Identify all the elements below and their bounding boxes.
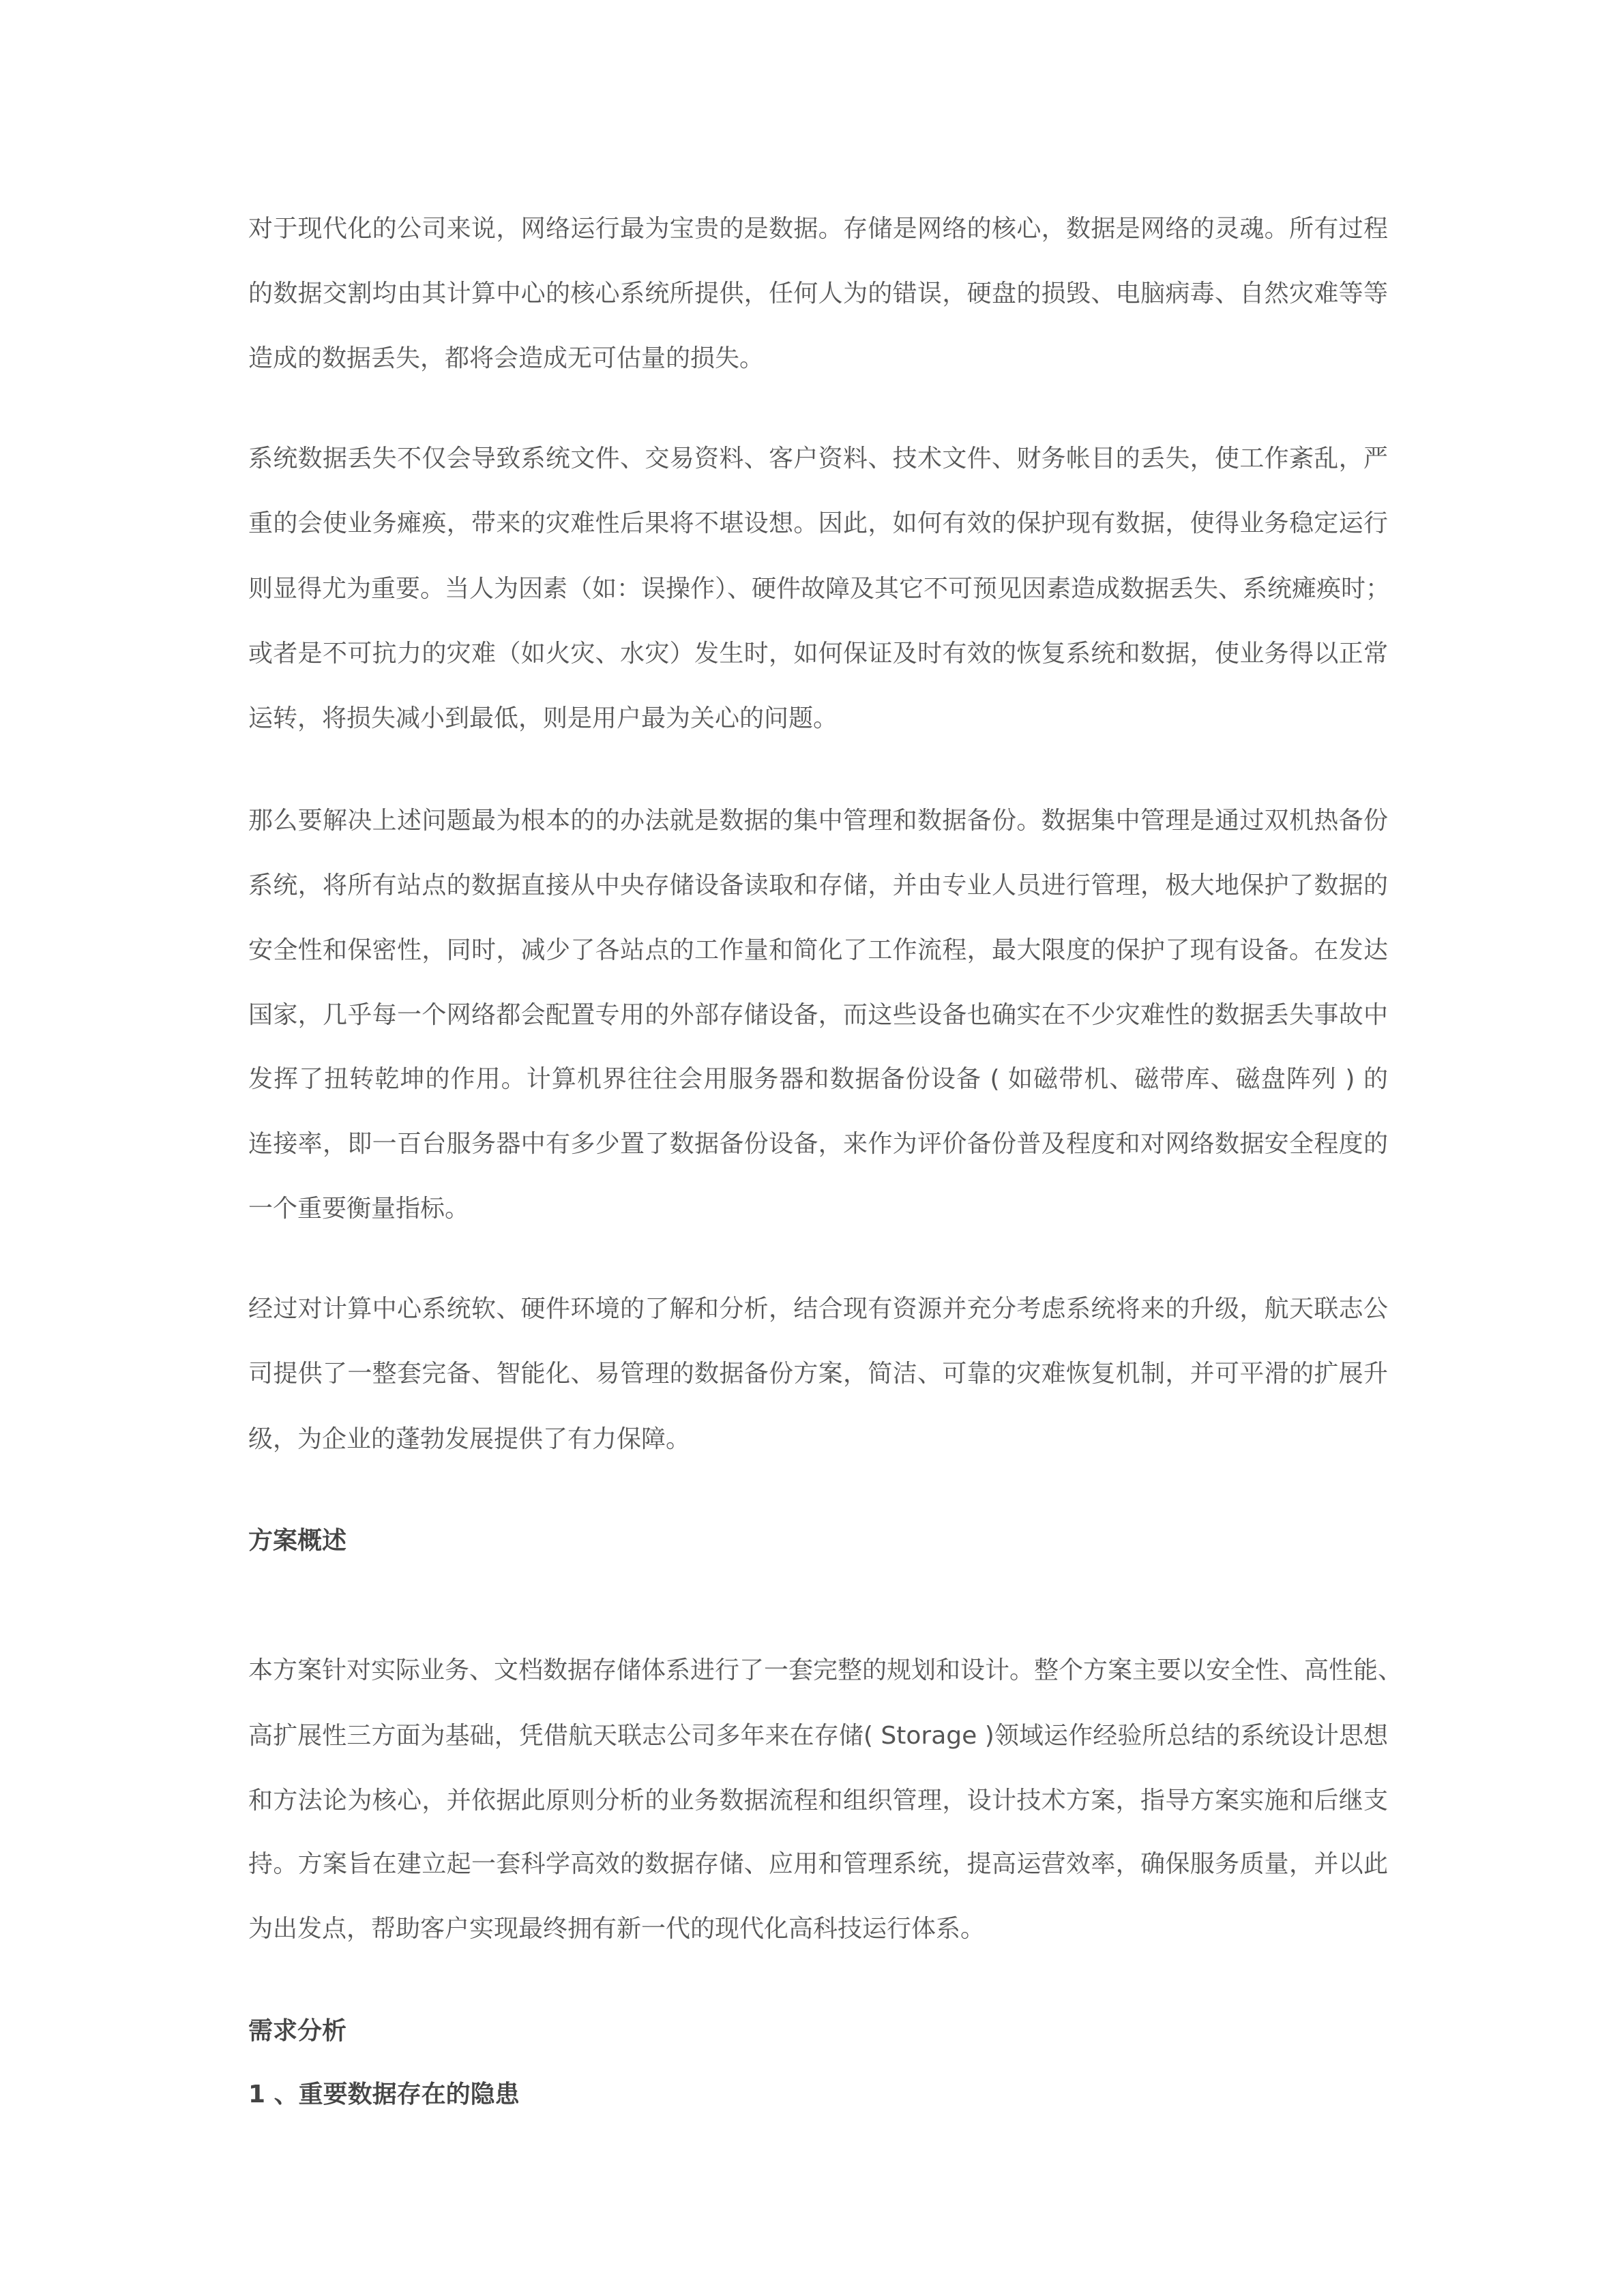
section-heading: 方案概述 xyxy=(248,1527,347,1555)
paragraph-2-line: 则显得尤为重要。当人为因素（如：误操作）、硬件故障及其它不可预见因素造成数据丢失、系统瘫痪时； xyxy=(248,575,1391,603)
paragraph-2-line: 系统数据丢失不仅会导致系统文件、交易资料、客户资料、技术文件、财务帐目的丢失，使工作紊乱，严 xyxy=(248,445,1388,473)
paragraph-5-line: 高扩展性三方面为基础，凭借航天联志公司多年来在存储( Storage )领域运作经验所总结的系统设计思想 xyxy=(248,1722,1388,1750)
paragraph-3-line: 国家，几乎每一个网络都会配置专用的外部存储设备，而这些设备也确实在不少灾难性的数据丢失事故中 xyxy=(248,1001,1388,1029)
paragraph-3-line: 连接率，即一百台服务器中有多少置了数据备份设备，来作为评价备份普及程度和对网络数据安全程度的 xyxy=(248,1130,1388,1158)
paragraph-2-line: 运转，将损失减小到最低，则是用户最为关心的问题。 xyxy=(248,704,838,732)
paragraph-1-line: 造成的数据丢失，都将会造成无可估量的损失。 xyxy=(248,344,765,372)
section-heading: 需求分析 xyxy=(248,2017,347,2045)
paragraph-4-line: 级，为企业的蓬勃发展提供了有力保障。 xyxy=(248,1425,691,1453)
paragraph-5-line: 为出发点，帮助客户实现最终拥有新一代的现代化高科技运行体系。 xyxy=(248,1915,986,1943)
paragraph-2-line: 重的会使业务瘫痪，带来的灾难性后果将不堪设想。因此，如何有效的保护现有数据，使得业务稳定运行 xyxy=(248,509,1388,537)
paragraph-3-line: 安全性和保密性，同时，减少了各站点的工作量和简化了工作流程，最大限度的保护了现有设备。在发达 xyxy=(248,936,1388,964)
paragraph-5-line: 持。方案旨在建立起一套科学高效的数据存储、应用和管理系统，提高运营效率，确保服务质量，并以此 xyxy=(248,1850,1388,1878)
paragraph-5-line: 本方案针对实际业务、文档数据存储体系进行了一套完整的规划和设计。整个方案主要以安全性、高性能、 xyxy=(248,1656,1403,1684)
paragraph-4-line: 经过对计算中心系统软、硬件环境的了解和分析，结合现有资源并充分考虑系统将来的升级，航天联志公 xyxy=(248,1295,1388,1323)
section-heading: 1 、重要数据存在的隐患 xyxy=(248,2081,520,2108)
paragraph-5-line: 和方法论为核心，并依据此原则分析的业务数据流程和组织管理，设计技术方案，指导方案实施和后继支 xyxy=(248,1787,1388,1815)
paragraph-1-line: 的数据交割均由其计算中心的核心系统所提供，任何人为的错误，硬盘的损毁、电脑病毒、自然灾难等等 xyxy=(248,280,1388,308)
paragraph-3-line: 那么要解决上述问题最为根本的的办法就是数据的集中管理和数据备份。数据集中管理是通过双机热备份 xyxy=(248,807,1388,835)
paragraph-4-line: 司提供了一整套完备、智能化、易管理的数据备份方案，简洁、可靠的灾难恢复机制，并可平滑的扩展升 xyxy=(248,1360,1388,1388)
paragraph-3-line: 一个重要衡量指标。 xyxy=(248,1195,470,1223)
paragraph-3-line: 系统，将所有站点的数据直接从中央存储设备读取和存储，并由专业人员进行管理，极大地保护了数据的 xyxy=(248,871,1388,899)
paragraph-3-line: 发挥了扭转乾坤的作用。计算机界往往会用服务器和数据备份设备 ( 如磁带机、磁带库、磁盘阵列 ) 的 xyxy=(248,1065,1388,1093)
paragraph-2-line: 或者是不可抗力的灾难（如火灾、水灾）发生时，如何保证及时有效的恢复系统和数据，使业务得以正常 xyxy=(248,640,1388,668)
paragraph-1-line: 对于现代化的公司来说，网络运行最为宝贵的是数据。存储是网络的核心，数据是网络的灵魂。所有过程 xyxy=(248,215,1388,243)
